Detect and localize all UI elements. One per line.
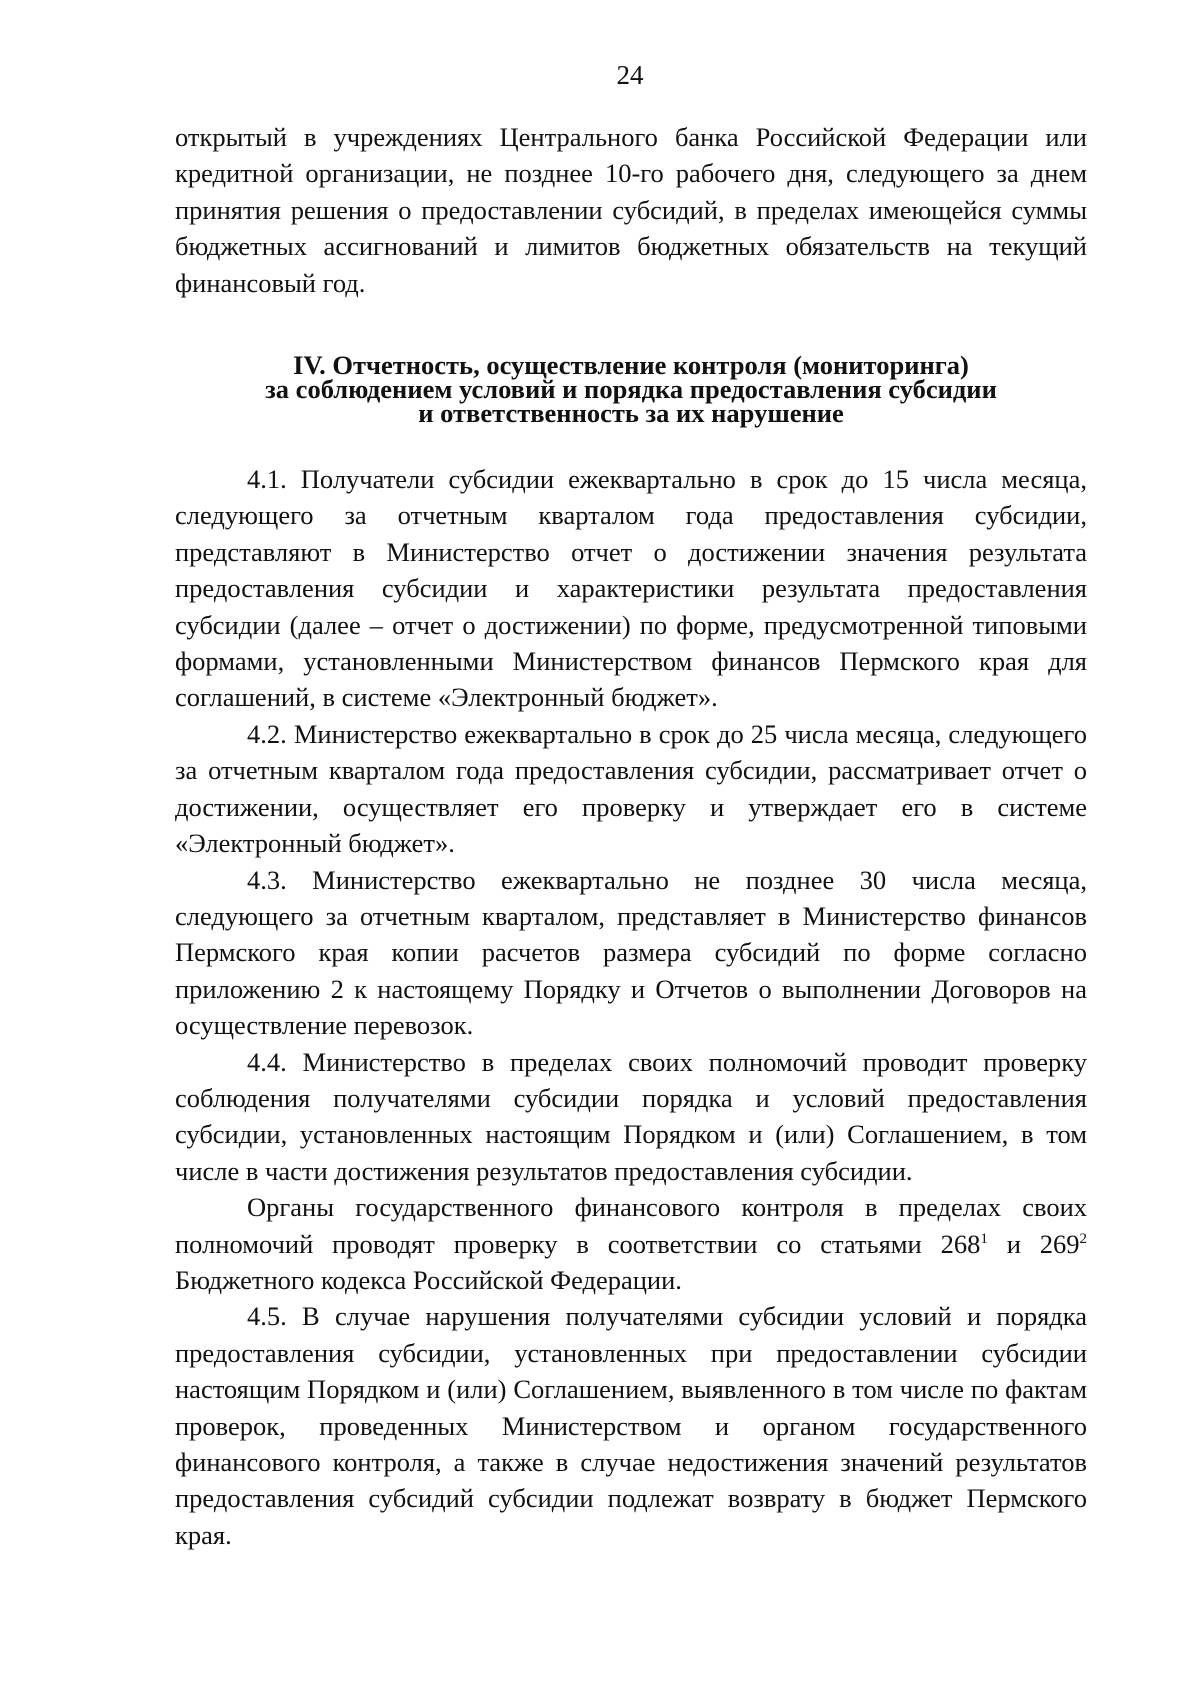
control-text-middle: и 269 bbox=[987, 1228, 1080, 1259]
paragraph-4-1: 4.1. Получатели субсидии ежеквартально в срок до 15 числа месяца, следующего за отчетным кварталом года предоставления субсидии, представляют в Министерство отчет о достижении значения результата предоставления субсидии и характеристики результата предоставления субсидии (далее – отчет о достижении) по форме, предусмотренной типовыми формами, установленными Министерством финансов Пермского края для соглашений, в системе «Электронный бюджет». bbox=[175, 464, 1087, 713]
paragraph-4-2: 4.2. Министерство ежеквартально в срок до 25 числа месяца, следующего за отчетным кварталом года предоставления субсидии, рассматривает отчет о достижении, осуществляет его проверку и утверждает его в системе «Электронный бюджет». bbox=[175, 718, 1087, 859]
control-text-after: Бюджетного кодекса Российской Федерации. bbox=[175, 1264, 682, 1295]
section-heading bbox=[175, 350, 1087, 429]
section-heading-line-1: IV. Отчетность, осуществление контроля (мониторинга) bbox=[293, 350, 969, 381]
page-number: 24 bbox=[616, 60, 644, 90]
paragraph-4-4: 4.4. Министерство в пределах своих полномочий проводит проверку соблюдения получателями субсидии порядка и условий предоставления субсидии, установленных настоящим Порядком и (или) Соглашением, в том числе в части достижения результатов предоставления субсидии. bbox=[175, 1046, 1087, 1186]
section-heading-line-3: и ответственность за их нарушение bbox=[418, 398, 844, 429]
control-text-before: Органы государственного финансового контроля в пределах своих полномочий проводят проверку в соответствии со статьями 268 bbox=[175, 1192, 1087, 1259]
superscript-1: 1 bbox=[980, 1230, 988, 1247]
intro-paragraph: открытый в учреждениях Центрального банка Российской Федерации или кредитной организации, не позднее 10-го рабочего дня, следующего за днем принятия решения о предоставлении субсидий, в пределах имеющейся суммы бюджетных ассигнований и лимитов бюджетных обязательств на текущий финансовый год. bbox=[175, 122, 1087, 298]
document-body bbox=[175, 119, 1087, 1553]
section-heading-line-2: за соблюдением условий и порядка предоставления субсидии bbox=[265, 374, 997, 405]
superscript-2: 2 bbox=[1079, 1230, 1087, 1247]
paragraph-4-3: 4.3. Министерство ежеквартально не позднее 30 числа месяца, следующего за отчетным кварталом, представляет в Министерство финансов Пермского края копии расчетов размера субсидий по форме согласно приложению 2 к настоящему Порядку и Отчетов о выполнении Договоров на осуществление перевозок. bbox=[175, 864, 1087, 1041]
paragraph-financial-control bbox=[175, 1189, 1087, 1298]
paragraph-4-5: 4.5. В случае нарушения получателями субсидии условий и порядка предоставления субсидии, установленных при предоставлении субсидии настоящим Порядком и (или) Соглашением, выявленного в том числе по фактам проверок, проведенных Министерством и органом государственного финансового контроля, а также в случае недостижения значений результатов предоставления субсидий субсидии подлежат возврату в бюджет Пермского края. bbox=[175, 1301, 1087, 1550]
